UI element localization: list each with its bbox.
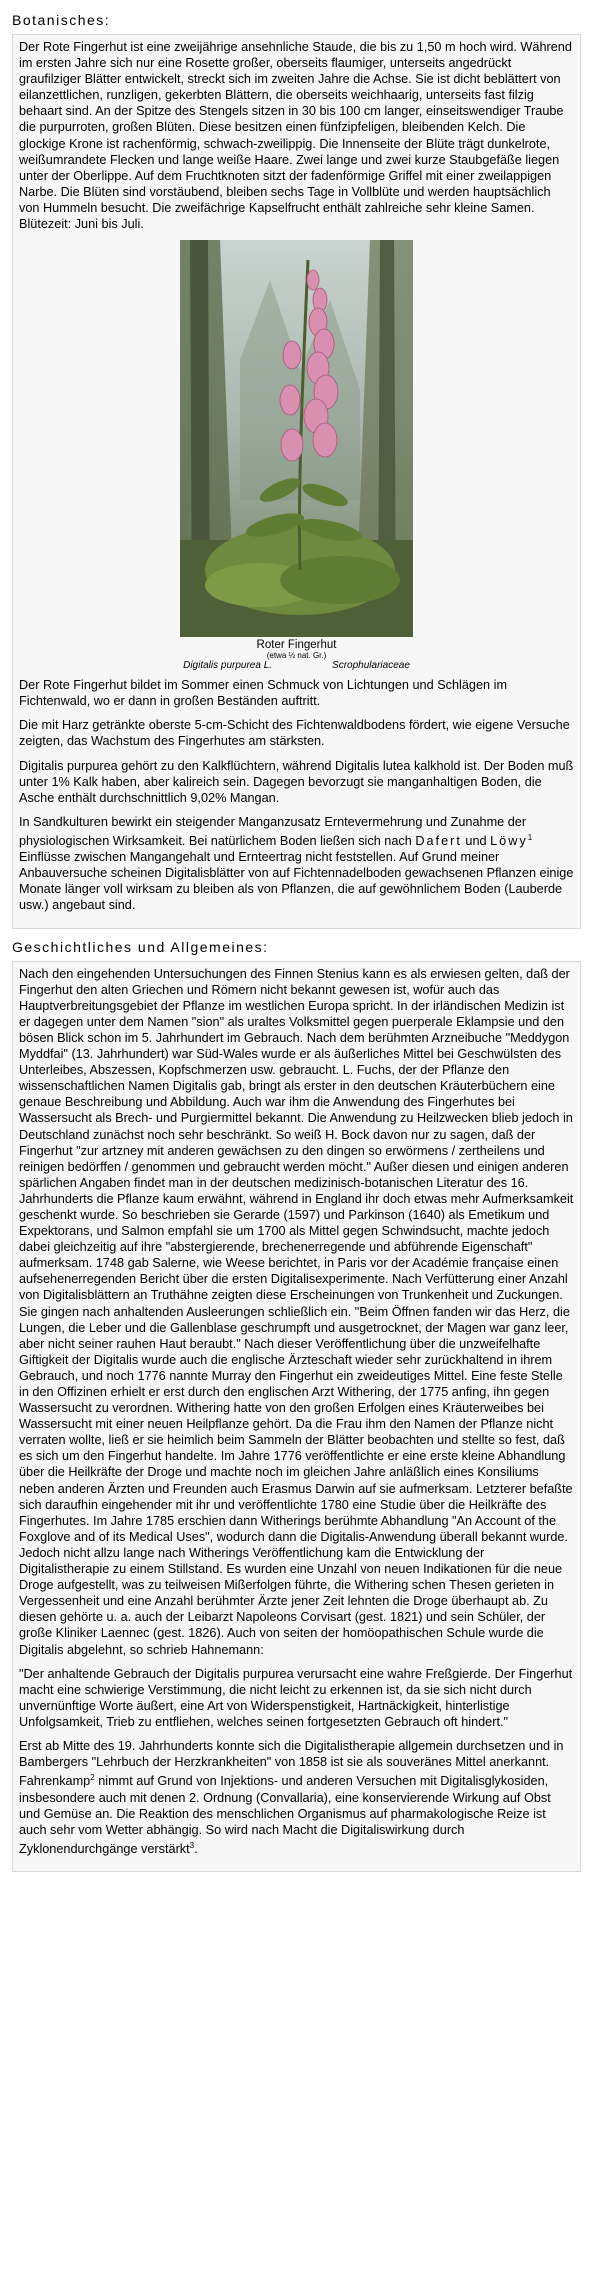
text-run: nimmt auf Grund von Injektions- und anderen Versuchen mit Digitalisglykosiden, insbesondere auch mit denen 2. Ordnung (Convallaria), eine konservierende Wirkung auf Obst und Gemüse an. Die Reaktion des menschlichen Organismus auf pharmakologische Reize ist auch sehr vom Wetter abhängig. So wird nach Macht die Digitaliswirkung durch Zyklonendurchgänge verstärkt: [19, 1774, 551, 1857]
footnote-ref: 1: [527, 832, 533, 842]
section-geschichtliches: [12, 961, 581, 1873]
paragraph: Der Rote Fingerhut bildet im Sommer einen Schmuck von Lichtungen und Schlägen im Fichtenwald, wo er dann in großen Beständen auftritt.: [19, 678, 508, 709]
author-name: Löwy: [490, 834, 528, 849]
section-heading-botanisches: Botanisches:: [12, 12, 111, 28]
foxglove-illustration: [180, 240, 413, 637]
text-run: Einflüsse zwischen Mangangehalt und Ernteertrag nicht feststellen. Auf Grund meiner Anbauversuche scheinen Digitalisblätter von auf Fichtennadelboden gewachsenen Pflanzen einige Monate länger voll wirksam zu bleiben als von Pflanzen, die auf gewöhnlichem Boden (Lauberde usw.) angebaut sind.: [19, 850, 574, 913]
figure-caption-family: Scrophulariaceae: [332, 660, 410, 672]
author-name: Dafert: [415, 834, 462, 849]
quote-paragraph: "Der anhaltende Gebrauch der Digitalis purpurea verursacht eine wahre Freßgierde. Der Fingerhut macht eine schwierige Verstimmung, die nicht leicht zu erkennen ist, da sie sich nicht durch unvernünftige Worte äußert, eine Art von Widerspenstigkeit, Hartnäckigkeit, hinterlistige Unfolgsamkeit, Trieb zu entfliehen, welches seinen fortgesetzten Gebrauch oft hindert.": [19, 1666, 573, 1729]
text-run: Erst ab Mitte des 19. Jahrhunderts konnte sich die Digitalistherapie allgemein durchsetzen und in Bambergers "Lehrbuch der Herzkrankheiten" von 1858 ist sie als souveränes Mittel anerkannt. Fahrenkamp: [19, 1738, 564, 1789]
paragraph: Nach den eingehenden Untersuchungen des Finnen Stenius kann es als erwiesen gelten, daß der Fingerhut den alten Griechen und Römern nicht bekannt gewesen ist, wofür auch das Hauptverbreitungsgebiet der Pflanze im westlichen Europa spricht. In der irländischen Medizin ist er dagegen unter dem Namen "sion" als uraltes Volksmittel gegen puerperale Eklampsie und den bösen Blick schon im 5. Jahrhundert im Gebrauch. Nach dem berühmten Arzneibuche "Meddygon Myddfai" (13. Jahrhundert) war Süd-Wales wurde er als äußerliches Mittel bei Geschwülsten des Unterleibes, Abszessen, Kopfschmerzen usw. gebraucht. L. Fuchs, der der Pflanze den wissenschaftlichen Namen Digitalis gab, bringt als erster in den deutschen Kräuterbüchern eine genaue Beschreibung und Abbildung. Auch war ihm die Anwendung des Fingerhutes bei Wassersucht als Brech- und Purgiermittel bekannt. Die Anwendung zu Heilzwecken blieb jedoch in Deutschland zunächst noch sehr beschränkt. So weiß H. Bock davon nur zu sagen, daß der Fingerhut "zur artzney mit anderen gewächsen zu den dingen so erwörmens / zertheilens und reinigen bedörffen / genommen und gebraucht werden möcht." Außer diesen und einigen anderen spärlichen Angaben findet man in der deutschen medizinisch-botanischen Literatur des 16. Jahrhunderts die Pflanze kaum erwähnt, während in England ihr doch etwas mehr Aufmerksamkeit geschenkt wurde. So beschrieben sie Gerarde (1597) und Parkinson (1640) als Emetikum und Expektorans, und Salmon empfahl sie um 1700 als Mittel gegen Schwindsucht, machte jedoch dabei gleichzeitig auf ihre "abstergierende, brechenerregende und abführende Eigenschaft" aufmerksam. 1748 gab Salerne, wie Weese berichtet, in Paris vor der Académie française einen aufsehenerregenden Bericht über die ersten Digitalisexperimente. Nach Verfütterung einer Anzahl von Digitalisblättern an Truthähne zeigten diese Erscheinungen von Trunkenheit und Zuckungen. Sie gingen nach anhaltenden Ausleerungen schließlich ein. "Beim Öffnen fanden wir das Herz, die Lungen, die Leber und die Gallenblase geschrumpft und ausgetrocknet, der Magen war ganz leer, aber nicht seiner rauhen Haut beraubt." Nach dieser Veröffentlichung über die unzweifelhafte Giftigkeit der Digitalis wurde auch die englische Ärzteschaft wieder sehr zurückhaltend in ihrem Gebrauch, und noch 1776 nannte Murray den Fingerhut ein zweideutiges Mittel. Eine feste Stelle in den Offizinen erhielt er erst durch den englischen Arzt Withering, der 1775 anfing, ihn gegen Wassersucht zu verordnen. Withering hatte von den großen Erfolgen eines Kräuterweibes bei Wassersucht mit einer neuen Heilpflanze gehört. Da die Frau ihm den Namen der Pflanze nicht verraten wollte, ließ er sie heimlich beim Sammeln der Blätter beobachten und stellte so fest, daß es sich um den Fingerhut handelte. Im Jahre 1776 veröffentlichte er eine erste kleine Abhandlung über die Heilkräfte der Droge und machte noch im gleichen Jahre anläßlich eines Konsiliums neben anderen Ärzten und Freunden auch Erasmus Darwin auf sie aufmerksam. Letzterer befaßte sich daraufhin eingehender mit ihr und veröffentlichte 1780 eine Studie über die Heilkräfte des Fingerhutes. Im Jahre 1785 erschien dann Witherings berühmte Abhandlung "An Account of the Foxglove and of its Medical Uses", wodurch dann die Digitalis-Anwendung überall bekannt wurde. Jedoch nicht allzu lange nach Witherings Veröffentlichung kam die Entwicklung der Digitalistherapie zu einem Stillstand. Es wurden eine Unzahl von neuen Indikationen für die neue Droge aufgestellt, was zu teilweisen Mißerfolgen führte, die Withering schen Thesen gerieten in Vergessenheit und eine Anzahl berühmter Ärzte jener Zeit lehnten die Droge überhaupt ab. Zu diesen gehörte u. a. auch der Leibarzt Napoleons Corvisart (gest. 1821) und sein Schüler, der große Kliniker Laennec (gest. 1826). Auch von seiten der homöopathischen Schule wurde die Digitalis abgelehnt, so schrieb Hahnemann:: [19, 966, 574, 1657]
figure-caption-scale: (etwa ½ nat. Gr.): [266, 651, 327, 661]
footnote-ref: 2: [90, 1773, 95, 1783]
paragraph: Der Rote Fingerhut ist eine zweijährige ansehnliche Staude, die bis zu 1,50 m hoch wird. Während im ersten Jahre sich nur eine Rosette großer, oberseits flaumiger, unterseits angedrückt graufilziger Blätter entwickelt, streckt sich im zweiten Jahre die Achse. Sie ist dicht beblättert von eilanzettlichen, runzligen, gekerbten Blättern, die oberseits weichhaarig, unterseits fast filzig behaart sind. An der Spitze des Stengels sitzen in 30 bis 100 cm langer, einseitswendiger Traube die purpurroten, großen Blüten. Diese besitzen einen fünfzipfeligen, bleibenden Kelch. Die glockige Krone ist rachenförmig, schwach-zweilippig. Die Innenseite der Blüte trägt dunkelrote, weißumrandete Flecken und lange weiße Haare. Zwei lange und zwei kurze Staubgefäße liegen unter der Oberlippe. Auf dem Fruchtknoten sitzt der fadenförmige Griffel mit einer zweilappigen Narbe. Die Blüten sind vorstäubend, bleiben sechs Tage in Vollblüte und werden hauptsächlich von Hummeln besucht. Die zweifächrige Kapselfrucht enthält zahlreiche sehr kleine Samen. Blütezeit: Juni bis Juli.: [19, 40, 572, 232]
paragraph: Digitalis purpurea gehört zu den Kalkflüchtern, während Digitalis lutea kalkhold ist. Der Boden muß unter 1% Kalk haben, aber kalireich sein. Dagegen bevorzugt sie manganhaltigen Boden, die Asche enthält durchschnittlich 9,02% Mangan.: [19, 758, 574, 805]
figure-caption-title: Roter Fingerhut: [256, 639, 337, 652]
text-run: .: [194, 1842, 198, 1857]
paragraph: [19, 1738, 574, 1857]
paragraph: [19, 814, 574, 914]
text-run: In Sandkulturen bewirkt ein steigender Manganzusatz Erntevermehrung und Zunahme der physiologischen Wirksamkeit. Bei natürlichem Boden ließen sich nach: [19, 814, 527, 849]
section-botanisches: [12, 34, 581, 929]
paragraph: Die mit Harz getränkte oberste 5-cm-Schicht des Fichtenwaldbodens fördert, wie eigene Versuche zeigten, das Wachstum des Fingerhutes am stärksten.: [19, 718, 570, 749]
figure-caption-latin: Digitalis purpurea L.: [183, 660, 273, 672]
footnote-ref: 3: [189, 1840, 195, 1850]
text-run: und: [461, 834, 491, 849]
section-heading-geschichtliches: Geschichtliches und Allgemeines:: [12, 938, 269, 955]
figure-caption-species: [19, 660, 574, 671]
figure: [19, 240, 574, 671]
